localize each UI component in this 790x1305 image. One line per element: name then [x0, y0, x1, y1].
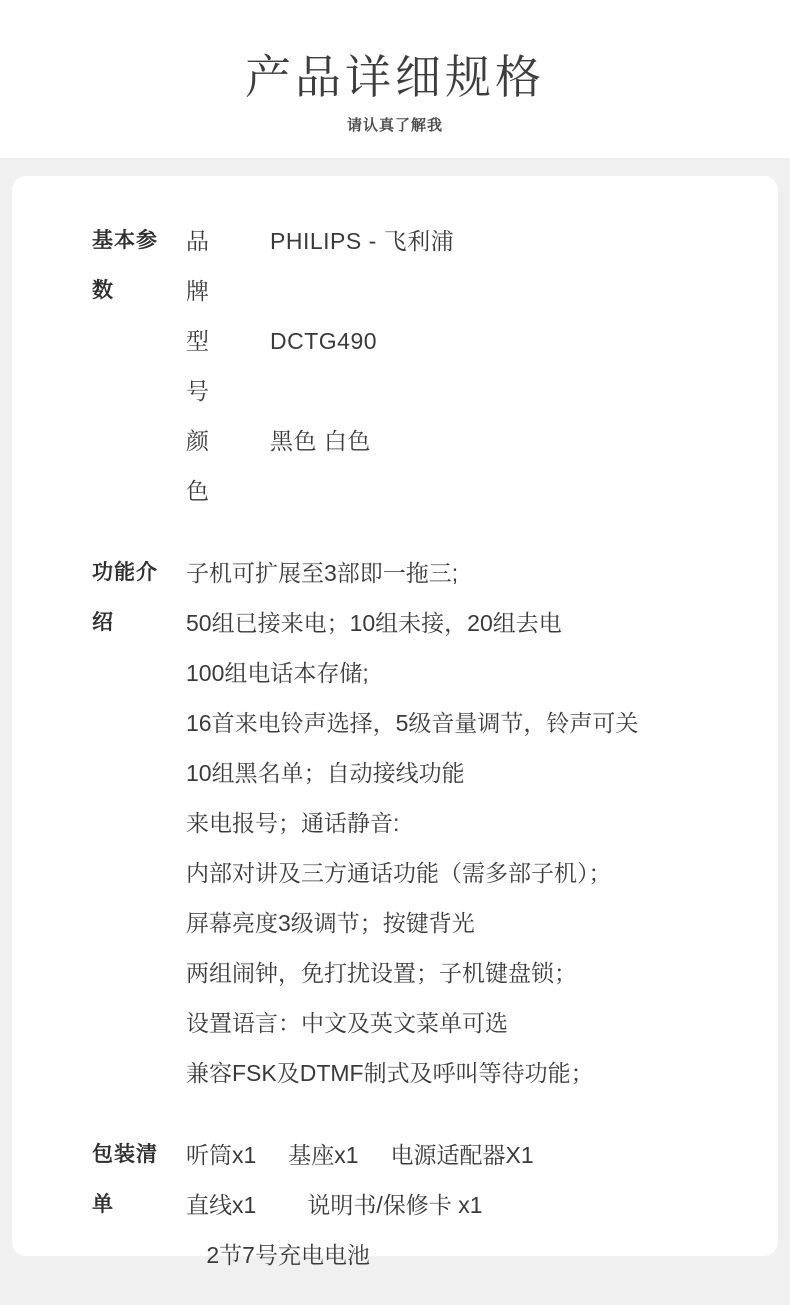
- section-content-basic: [178, 216, 752, 516]
- page-subtitle: 请认真了解我: [346, 117, 443, 134]
- feature-line: 两组闹钟，免打扰设置；子机键盘锁；: [186, 960, 577, 986]
- spec-value-model: DCTG490: [270, 328, 378, 354]
- section-label-packing: 包装清单: [92, 1143, 158, 1216]
- section-basic-params: [38, 216, 752, 516]
- feature-line: 设置语言：中文及英文菜单可选: [186, 1010, 508, 1036]
- feature-line: 屏幕亮度3级调节；按键背光: [186, 910, 475, 936]
- feature-line: 来电报号；通话静音:: [186, 810, 400, 836]
- section-content-packing: [178, 1130, 752, 1280]
- spec-row: [186, 316, 752, 416]
- spec-key-color: 颜 色: [186, 428, 252, 504]
- spec-value-color: 黑色 白色: [270, 428, 371, 454]
- section-label-features: 功能介绍: [92, 561, 158, 634]
- packing-line: 直线x1 说明书/保修卡 x1: [186, 1192, 483, 1218]
- page-header: [0, 0, 790, 158]
- spec-row: [186, 416, 752, 516]
- packing-line: 听筒x1 基座x1 电源适配器X1: [186, 1142, 534, 1168]
- spec-card: [12, 176, 778, 1268]
- spec-row: [186, 216, 752, 316]
- feature-line: 16首来电铃声选择，5级音量调节，铃声可关: [186, 710, 639, 736]
- feature-line: 50组已接来电；10组未接，20组去电: [186, 610, 562, 636]
- spec-key-model: 型 号: [186, 328, 252, 404]
- spec-key-brand: 品 牌: [186, 228, 252, 304]
- section-packing-list: [38, 1130, 752, 1280]
- feature-line: 兼容FSK及DTMF制式及呼叫等待功能；: [186, 1060, 594, 1086]
- feature-line: 10组黑名单；自动接线功能: [186, 760, 465, 786]
- section-label-basic: 基本参数: [92, 229, 158, 302]
- section-features: [38, 548, 752, 1098]
- spec-value-brand: PHILIPS - 飞利浦: [270, 228, 455, 254]
- feature-line: 内部对讲及三方通话功能（需多部子机）；: [186, 860, 612, 886]
- spec-body-area: [0, 158, 790, 1283]
- packing-line: 2节7号充电电池: [200, 1242, 370, 1268]
- footer-spacer: [0, 1283, 790, 1305]
- page-title: 产品详细规格: [245, 51, 545, 103]
- section-content-features: [178, 548, 752, 1098]
- feature-line: 子机可扩展至3部即一拖三;: [186, 560, 459, 586]
- feature-line: 100组电话本存储;: [186, 660, 369, 686]
